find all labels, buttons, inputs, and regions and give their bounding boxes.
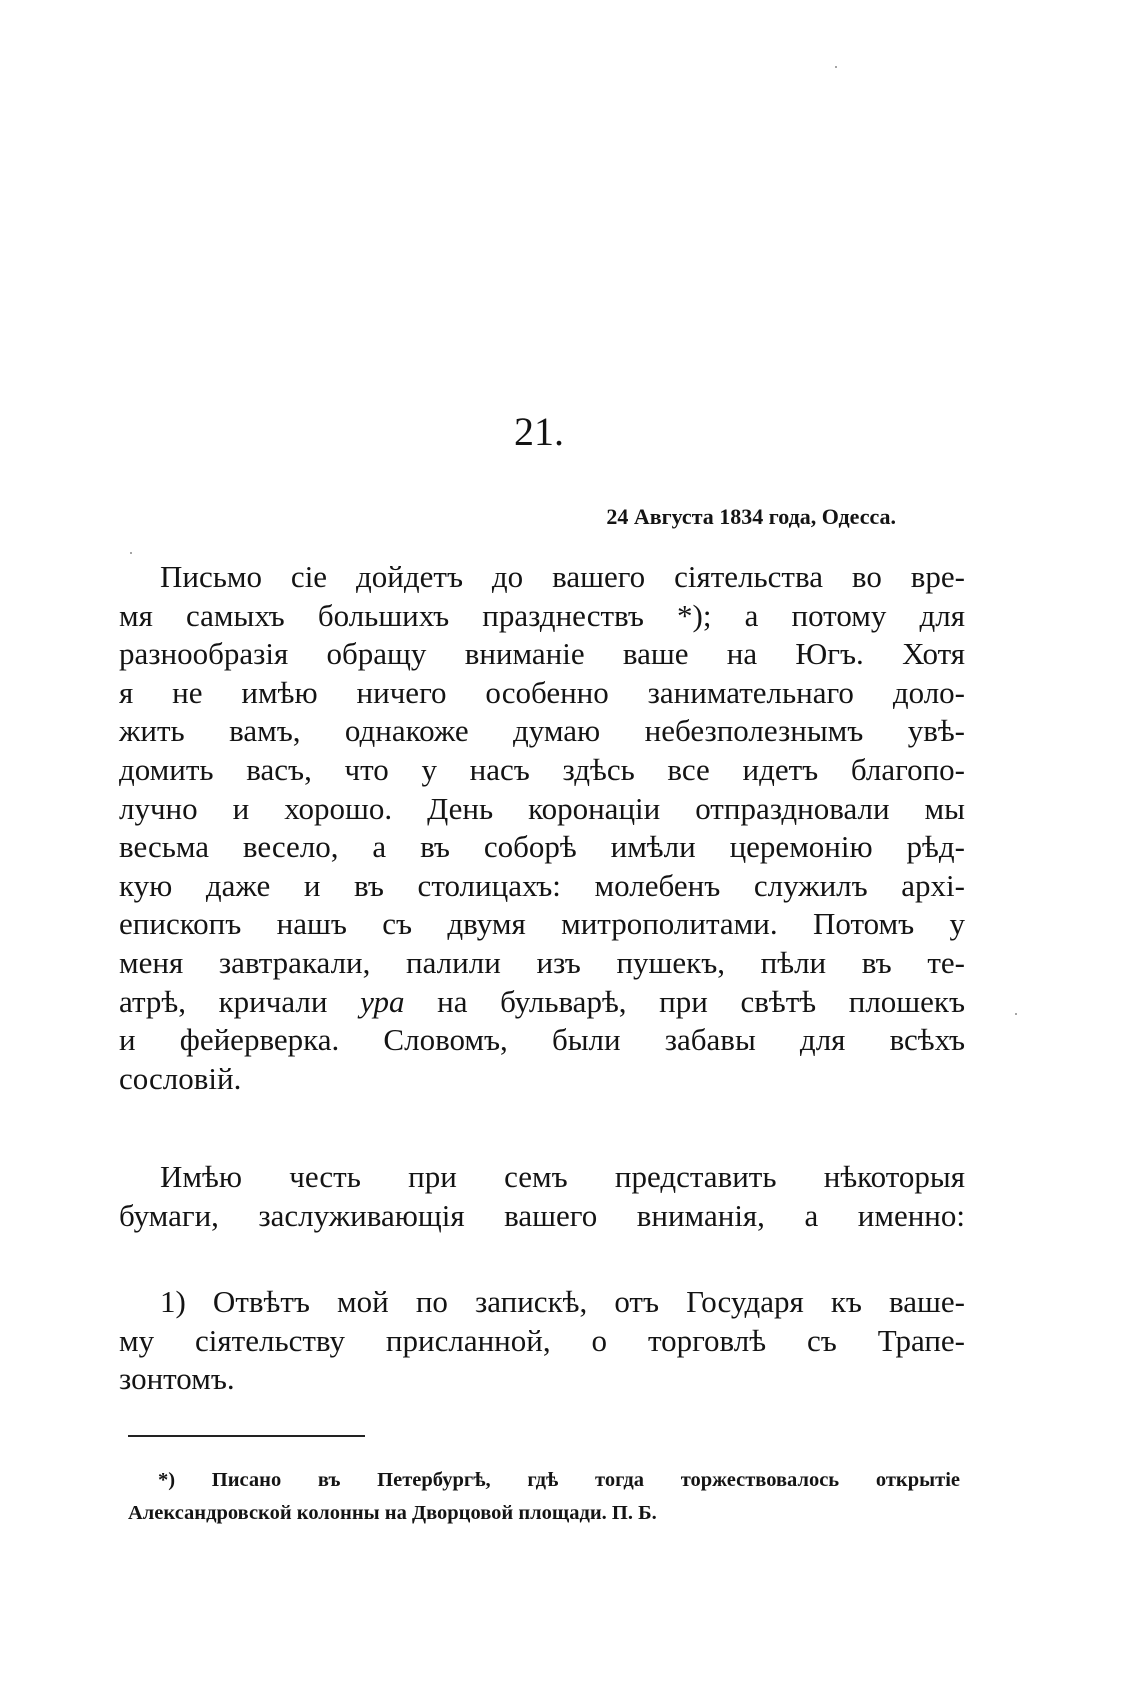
text-line: мя самыхъ большихъ празднествъ *); а потому для — [119, 597, 965, 633]
text-line: и фейерверка. Словомъ, были забавы для всѣхъ — [119, 1022, 965, 1058]
text-line: жить вамъ, однакоже думаю небезполезнымъ увѣ- — [119, 713, 965, 749]
text-segment: атрѣ, кричали — [119, 983, 328, 1019]
dateline: 24 Августа 1834 года, Одесса. — [606, 504, 896, 529]
text-line-with-italic — [119, 983, 965, 1022]
text-segment: на бульварѣ, при свѣтѣ плошекъ — [437, 983, 966, 1019]
paragraph-2 — [119, 1158, 965, 1235]
text-line: Имѣю честь при семъ представить нѣкоторыя — [160, 1159, 965, 1194]
footnote-divider — [128, 1435, 365, 1437]
text-line: домить васъ, что у насъ здѣсь все идетъ благопо- — [119, 751, 965, 787]
text-line: Письмо сіе дойдетъ до вашего сіятельства во вре- — [160, 559, 965, 594]
footnote-line: *) Писано въ Петербургѣ, гдѣ тогда торжествовалось открытіе — [158, 1469, 960, 1491]
text-line: разнообразія обращу вниманіе ваше на Югъ. Хотя — [119, 636, 965, 672]
paragraph-1 — [119, 558, 965, 1098]
text-line: меня завтракали, палили изъ пушекъ, пѣли въ те- — [119, 944, 965, 980]
text-line: лучно и хорошо. День коронаціи отпраздновали мы — [119, 790, 965, 826]
text-line: 1) Отвѣтъ мой по запискѣ, отъ Государя къ ваше- — [160, 1284, 965, 1319]
print-speck — [1015, 1013, 1017, 1015]
text-line: сословій. — [119, 1060, 242, 1096]
footnote — [128, 1464, 960, 1530]
text-line: бумаги, заслуживающія вашего вниманія, а именно: — [119, 1197, 965, 1233]
letter-number: 21. — [514, 409, 564, 454]
italic-word: ура — [360, 983, 405, 1019]
text-line: зонтомъ. — [119, 1361, 235, 1397]
text-line: кую даже и въ столицахъ: молебенъ служилъ архі- — [119, 867, 965, 903]
text-line: му сіятельству присланной, о торговлѣ съ Трапе- — [119, 1322, 965, 1358]
print-speck — [835, 66, 837, 68]
text-line: я не имѣю ничего особенно занимательнаго доло- — [119, 674, 965, 710]
print-speck — [130, 552, 132, 554]
paragraph-3 — [119, 1283, 965, 1399]
text-line: епископъ нашъ съ двумя митрополитами. Потомъ у — [119, 906, 965, 942]
footnote-line: Александровской колонны на Дворцовой площади. П. Б. — [128, 1502, 657, 1524]
text-line: весьма весело, а въ соборѣ имѣли церемонію рѣд- — [119, 829, 965, 865]
